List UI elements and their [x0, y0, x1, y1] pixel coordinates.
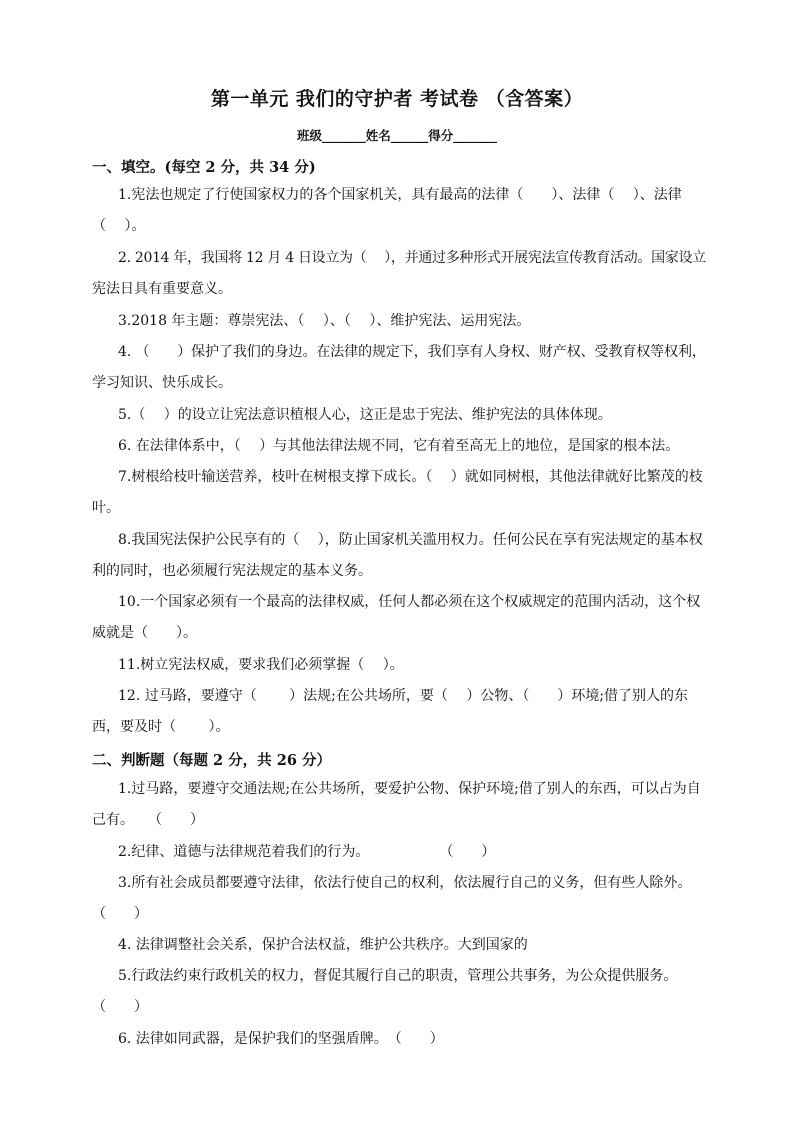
question-7-line-2: 叶。	[92, 500, 120, 516]
judge-5-line-2: （ ）	[92, 999, 148, 1015]
question-3: 3.2018 年主题：尊崇宪法、（ ）、（ ）、维护宪法、运用宪法。	[118, 313, 531, 329]
judge-5-line-1: 5.行政法约束行政机关的权力，督促其履行自己的职责，管理公共事务，为公众提供服务。	[118, 968, 678, 984]
section-heading-fill-in: 一、填空。(每空 2 分，共 34 分)	[92, 159, 316, 176]
judge-2: 2.纪律、道德与法律规范着我们的行为。 （ ）	[118, 844, 496, 860]
question-5: 5.（ ）的设立让宪法意识植根人心，这正是忠于宪法、维护宪法的具体体现。	[118, 407, 612, 423]
judge-3-line-1: 3.所有社会成员都要遵守法律，依法行使自己的权利，依法履行自己的义务，但有些人除外。	[118, 875, 692, 891]
judge-1-line-1: 1.过马路，要遵守交通法规;在公共场所，要爱护公物、保护环境;借了别人的东西，可以占为自	[118, 781, 701, 797]
section-heading-true-false: 二、判断题（每题 2 分，共 26 分）	[92, 752, 331, 769]
judge-6: 6. 法律如同武器，是保护我们的坚强盾牌。 （ ）	[118, 1031, 444, 1047]
question-1-line-1: 1.宪法也规定了行使国家权力的各个国家机关，具有最高的法律（ ）、法律（ ）、法律	[118, 187, 682, 203]
question-10-line-1: 10.一个国家必须有一个最高的法律权威，任何人都必须在这个权威规定的范围内活动，这个权	[118, 594, 701, 610]
question-8-line-2: 利的同时，也必须履行宪法规定的基本义务。	[92, 563, 372, 579]
question-6: 6. 在法律体系中，（ ）与其他法律法规不同，它有着至高无上的地位，是国家的根本法。	[118, 438, 680, 454]
question-10-line-2: 威就是（ ）。	[92, 625, 197, 641]
page-title: 第一单元 我们的守护者 考试卷 （含答案）	[210, 88, 584, 110]
student-info-line: 班级_______姓名______得分_______	[296, 128, 497, 143]
question-8-line-1: 8.我国宪法保护公民享有的（ ），防止国家机关滥用权力。任何公民在享有宪法规定的基本权	[118, 532, 703, 548]
judge-4: 4. 法律调整社会关系，保护合法权益，维护公共秩序。大到国家的	[118, 937, 528, 953]
question-1-line-2: （ ）。	[92, 218, 146, 234]
question-12-line-2: 西，要及时（ ）。	[92, 719, 230, 735]
question-11: 11.树立宪法权威，要求我们必须掌握（ ）。	[118, 657, 404, 673]
judge-3-line-2: （ ）	[92, 906, 148, 922]
question-2-line-2: 宪法日具有重要意义。	[92, 281, 232, 297]
question-12-line-1: 12. 过马路，要遵守（ ）法规;在公共场所，要（ ）公物、（ ）环境;借了别人的东	[118, 688, 689, 704]
question-7-line-1: 7.树根给枝叶输送营养，枝叶在树根支撑下成长。（ ）就如同树根，其他法律就好比繁茂的枝	[118, 469, 703, 485]
question-2-line-1: 2. 2014 年，我国将 12 月 4 日设立为（ ），并通过多种形式开展宪法宣传教育活动。国家设立	[118, 250, 706, 266]
question-4-line-2: 学习知识、快乐成长。	[92, 375, 232, 391]
judge-1-line-2: 己有。 （ ）	[92, 812, 204, 828]
question-4-line-1: 4. （ ）保护了我们的身边。在法律的规定下，我们享有人身权、财产权、受教育权等权利，	[118, 344, 706, 360]
